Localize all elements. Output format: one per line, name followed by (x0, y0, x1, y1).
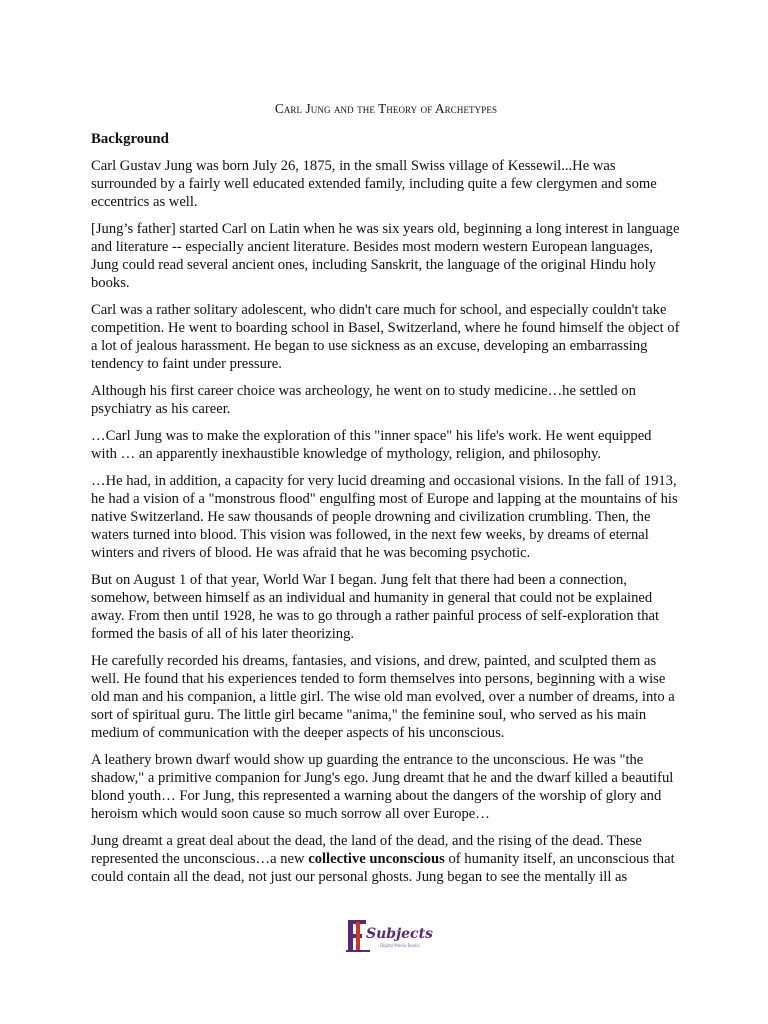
section-heading: Background (91, 131, 169, 147)
paragraph-text: of humanity itself, an unconscious that could contain all the dead, not just our personal ghosts. Jung began to see the mentally ill as (91, 851, 675, 885)
bold-term: collective unconscious (308, 851, 445, 867)
paragraph: A leathery brown dwarf would show up guarding the entrance to the unconscious. He was "the shadow," a primitive companion for Jung's ego. Jung dreamt that he and the dwarf killed a beautiful blond youth… For Jung, this represented a warning about the dangers of the worship of glory and heroism which would soon cause so much sorrow all over Europe… (91, 752, 674, 822)
document-body (91, 100, 681, 895)
paragraph: Carl was a rather solitary adolescent, who didn't care much for school, and especially couldn't take competition. He went to boarding school in Basel, Switzerland, where he found himself the object of a lot of jealous harassment. He began to use sickness as an excuse, developing an embarrassing tendency to faint under pressure. (91, 302, 680, 372)
logo-tagline: Digital Media Books (380, 943, 420, 948)
paragraph: Although his first career choice was archeology, he went on to study medicine…he settled on psychiatry as his career. (91, 383, 636, 417)
paragraph: Carl Gustav Jung was born July 26, 1875, in the small Swiss village of Kessewil...He was surrounded by a fairly well educated extended family, including quite a few clergymen and some eccentrics as well. (91, 158, 657, 210)
paragraph: …Carl Jung was to make the exploration of this "inner space" his life's work. He went equipped with … an apparently inexhaustible knowledge of mythology, religion, and philosophy. (91, 428, 652, 462)
paragraph-text: Jung dreamt a great deal about the dead, the land of the dead, and the rising of the dead. These represented the unconscious…a new (91, 833, 642, 867)
paragraph: [Jung’s father] started Carl on Latin when he was six years old, beginning a long interest in language and literature -- especially ancient literature. Besides most modern western European languages, Jung could read several ancient ones, including Sanskrit, the language of the original Hindu holy books. (91, 221, 680, 291)
paragraph: He carefully recorded his dreams, fantasies, and visions, and drew, painted, and sculpted them as well. He found that his experiences tended to form themselves into persons, beginning with a wise old man and his companion, a little girl. The wise old man evolved, over a number of dreams, into a sort of spiritual guru. The little girl became "anima," the feminine soul, who served as his main medium of communication with the deeper aspects of his unconscious. (91, 653, 675, 741)
document-title: Carl Jung and the Theory of Archetypes (274, 101, 498, 116)
publisher-logo (344, 916, 433, 956)
paragraph: But on August 1 of that year, World War I began. Jung felt that there had been a connection, somehow, between himself as an individual and humanity in general that could not be explained away. From then until 1928, he was to go through a rather painful process of self-exploration that formed the basis of all of his later theorizing. (91, 572, 660, 642)
paragraph-last (91, 832, 681, 886)
paragraph: …He had, in addition, a capacity for very lucid dreaming and occasional visions. In the fall of 1913, he had a vision of a "monstrous flood" engulfing most of Europe and lapping at the mountains of his native Switzerland. He saw thousands of people drowning and civilization crumbling. Then, the waters turned into blood. This vision was followed, in the next few weeks, by dreams of eternal winters and rivers of blood. He was afraid that he was becoming psychotic. (91, 473, 678, 561)
logo-text: Subjects (366, 926, 433, 942)
